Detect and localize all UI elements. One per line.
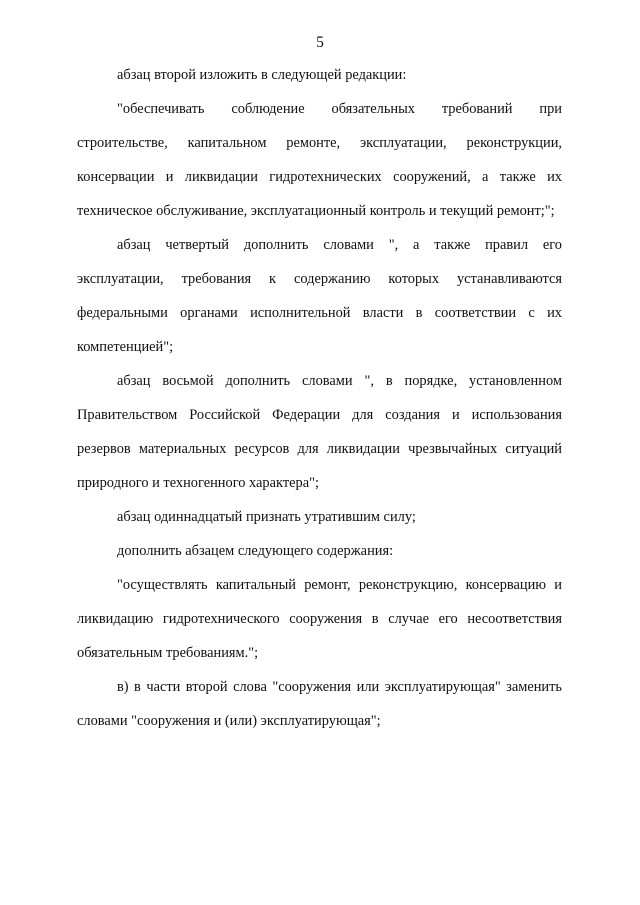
paragraph-7: "осуществлять капитальный ремонт, реконструкцию, консервацию и ликвидацию гидротехнического сооружения в случае его несоответствия обязательным требованиям."; [77, 577, 562, 661]
page-number: 5 [316, 34, 324, 51]
document-body [77, 58, 562, 738]
paragraph-5: абзац одиннадцатый признать утратившим силу; [117, 509, 416, 525]
paragraph-6: дополнить абзацем следующего содержания: [117, 543, 394, 559]
paragraph-1: абзац второй изложить в следующей редакции: [117, 67, 407, 83]
paragraph-8: в) в части второй слова "сооружения или эксплуатирующая" заменить словами "сооружения и (или) эксплуатирующая"; [77, 679, 562, 729]
paragraph-2: "обеспечивать соблюдение обязательных требований при строительстве, капитальном ремонте, эксплуатации, реконструкции, консервации и ликвидации гидротехнических сооружений, а также их техническое обслуживание, эксплуатационный контроль и текущий ремонт;"; [77, 101, 562, 219]
paragraph-4: абзац восьмой дополнить словами ", в порядке, установленном Правительством Российской Федерации для создания и использования резервов материальных ресурсов для ликвидации чрезвычайных ситуаций природного и техногенного характера"; [77, 373, 562, 491]
paragraph-3: абзац четвертый дополнить словами ", а также правил его эксплуатации, требования к содержанию которых устанавливаются федеральными органами исполнительной власти в соответствии с их компетенцией"; [77, 237, 562, 355]
